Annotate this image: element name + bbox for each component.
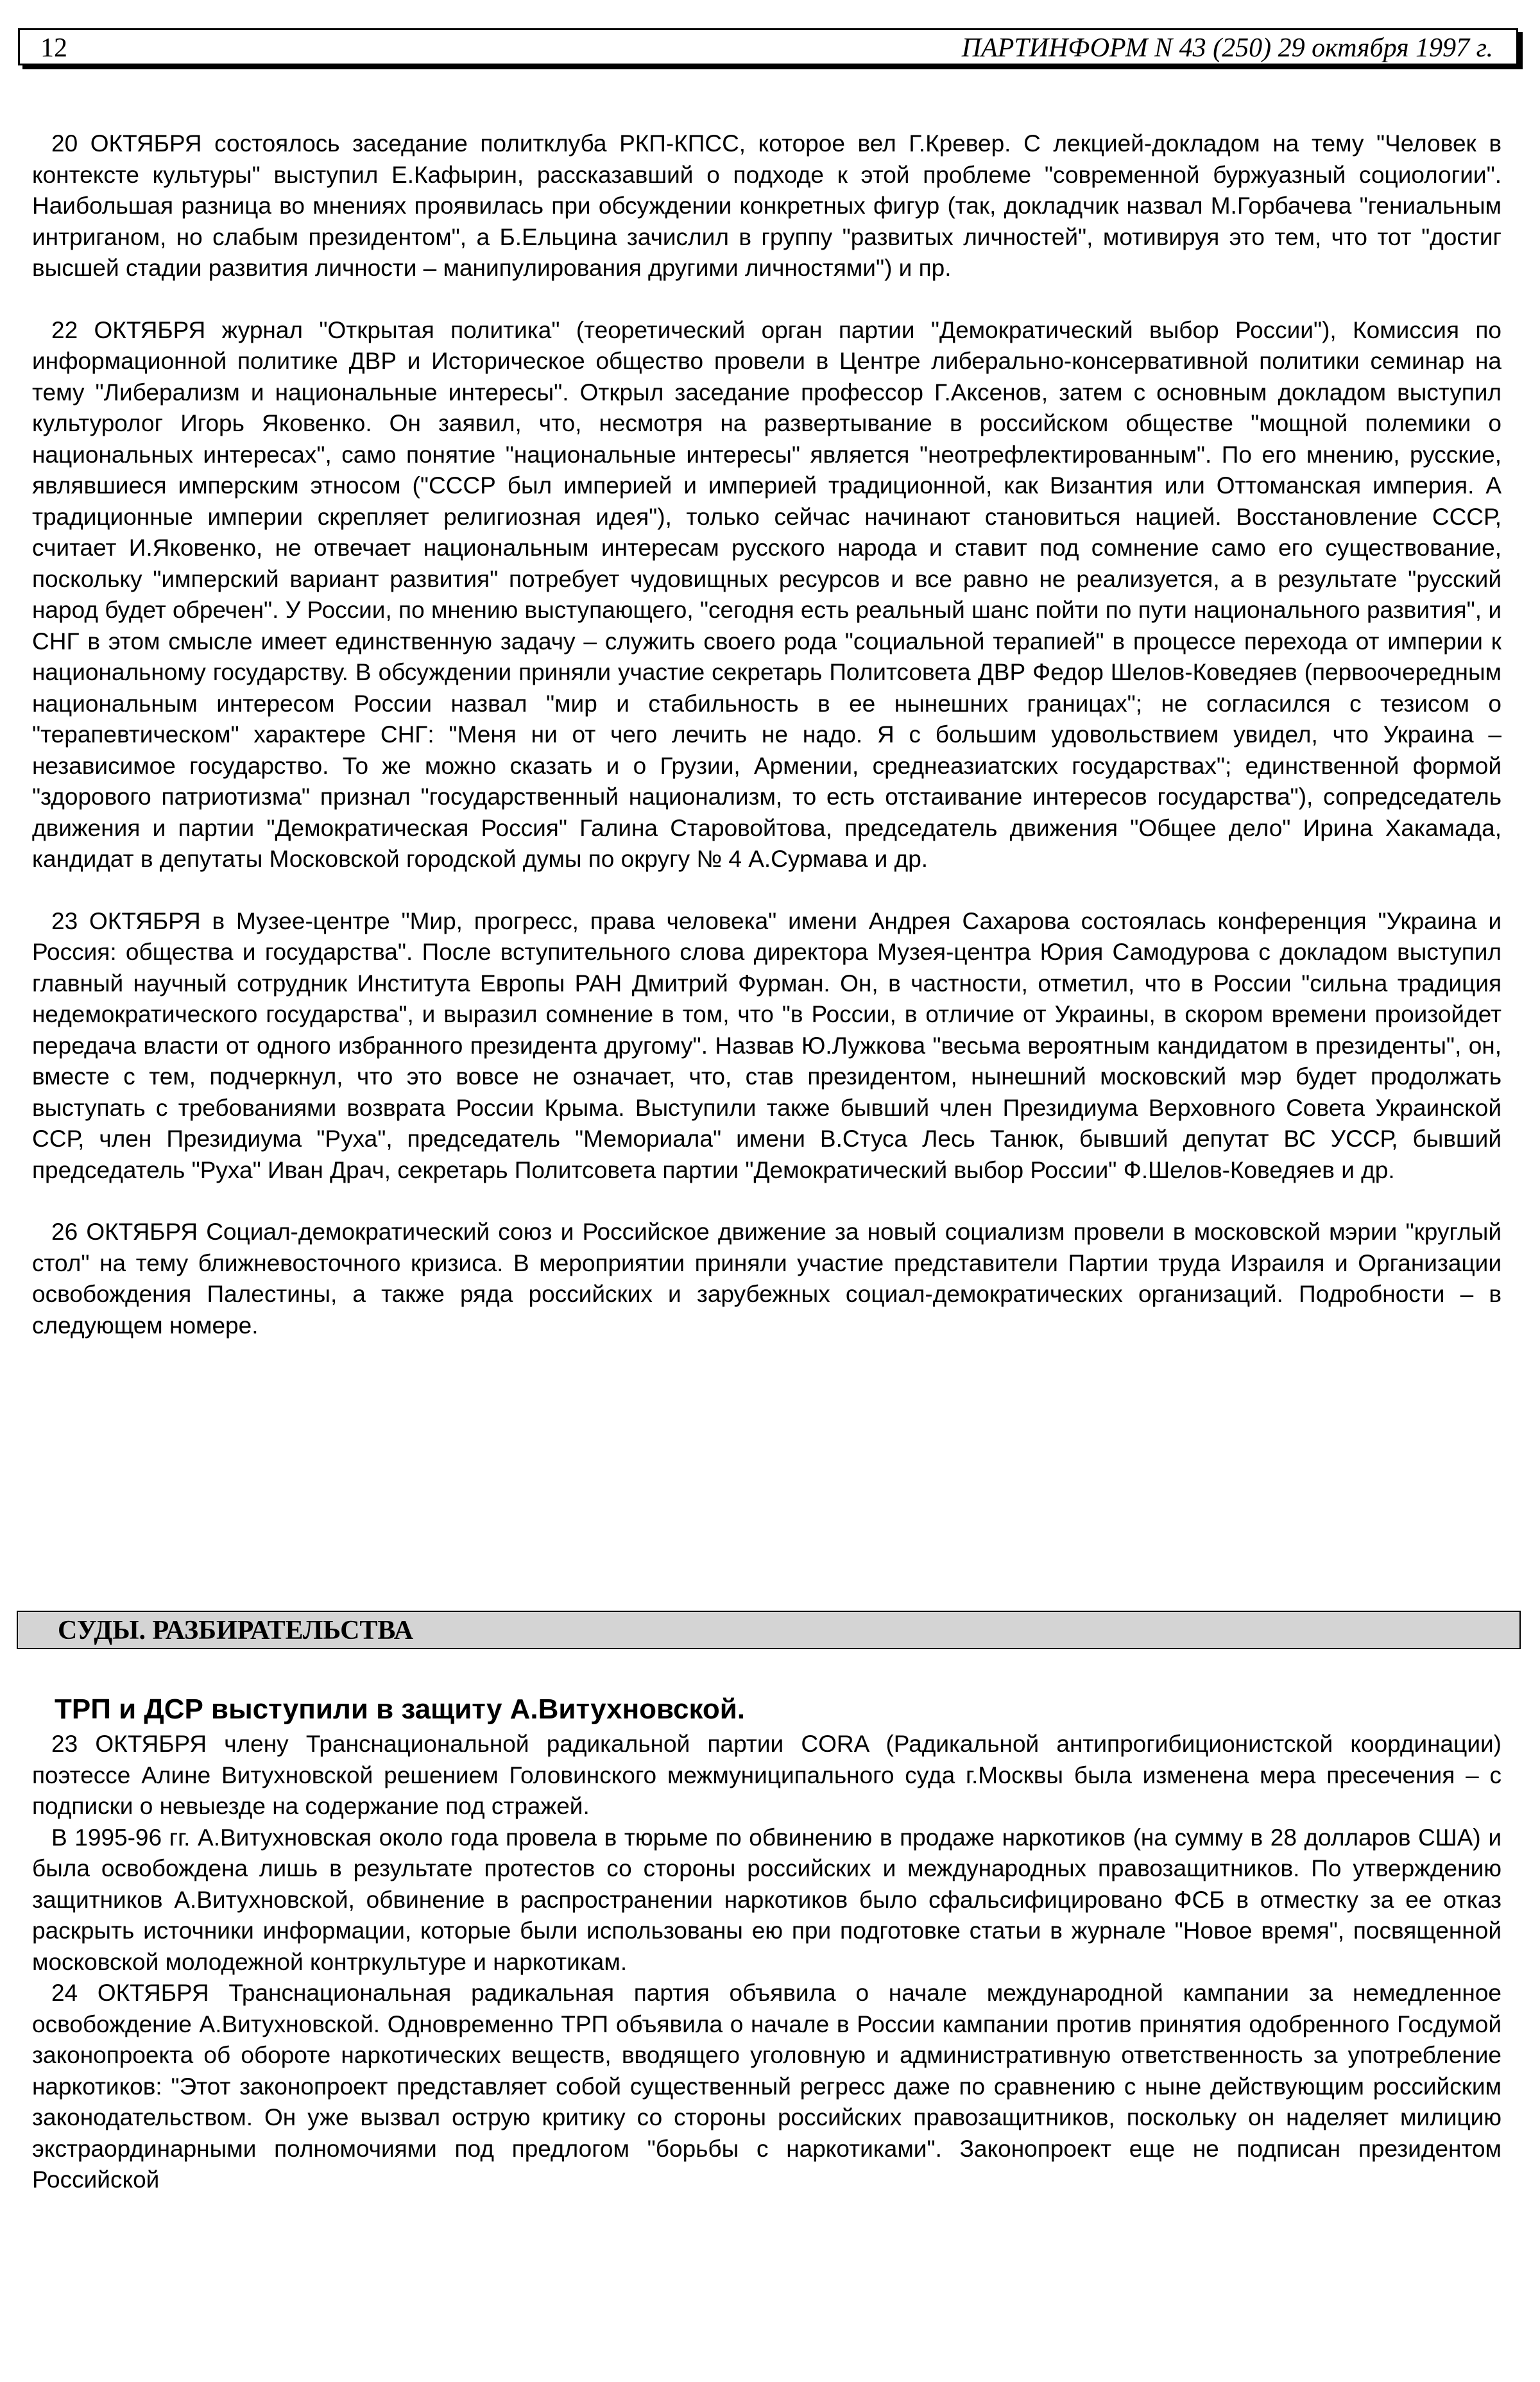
court-paragraph: 23 ОКТЯБРЯ члену Транснациональной радикальной партии CORA (Радикальной антипрогибиционистской координации) поэтессе Алине Витухновской решением Головинского межмуниципального суда г.Москвы была изменена мера пресечения – с подписки о невыезде на содержание под стражей. <box>32 1731 1502 1819</box>
court-paragraph: В 1995-96 гг. А.Витухновская около года провела в тюрьме по обвинению в продаже наркотиков (на сумму в 28 долларов США) и была освобождена лишь в результате протестов со стороны российских и международных правозащитников. По утверждению защитников А.Витухновской, обвинение в распространении наркотиков было сфальсифицировано ФСБ в отместку за ее отказ раскрыть источники информации, которые были использованы ею при подготовке статьи в журнале "Новое время", посвященной московской молодежной контркультуре и наркотикам. <box>32 1824 1502 1975</box>
issue-info: ПАРТИНФОРМ N 43 (250) 29 октября 1997 г. <box>961 33 1493 63</box>
main-article <box>32 128 1502 1341</box>
court-article <box>32 1729 1502 2196</box>
court-paragraph: 24 ОКТЯБРЯ Транснациональная радикальная партия объявила о начале международной кампании за немедленное освобождение А.Витухновской. Одновременно ТРП объявила о начале в России кампании против принятия одобренного Госдумой законопроекта об обороте наркотических веществ, вводящего уголовную и административную ответственность за употребление наркотиков: "Этот законопроект представляет собой существенный регресс даже по сравнению с ныне действующим российским законодательством. Он уже вызвал острую критику со стороны российских правозащитников, поскольку он наделяет милицию экстраординарными полномочиями под предлогом "борьбы с наркотиками". Законопроект еще не подписан президентом Российской <box>32 1980 1502 2193</box>
paragraph-oct23: 23 ОКТЯБРЯ в Музее-центре "Мир, прогресс, права человека" имени Андрея Сахарова состоялась конференция "Украина и Россия: общества и государства". После вступительного слова директора Музея-центра Юрия Самодурова с докладом выступил главный научный сотрудник Института Европы РАН Дмитрий Фурман. Он, в частности, отметил, что в России "сильна традиция недемократического государства", и выразил сомнение в том, что "в России, в отличие от Украины, в скором времени произойдет передача власти от одного избранного президента другому". Назвав Ю.Лужкова "весьма вероятным кандидатом в президенты", он, вместе с тем, подчеркнул, что это вовсе не означает, что, став президентом, нынешний московский мэр будет продолжать выступать с требованиями возврата России Крыма. Выступили также бывший член Президиума Верховного Совета Украинской ССР, член Президиума "Руха", председатель "Мемориала" имени В.Стуса Лесь Танюк, бывший депутат ВС УССР, бывший председатель "Руха" Иван Драч, секретарь Политсовета партии "Демократический выбор России" Ф.Шелов-Коведяев и др. <box>32 907 1502 1183</box>
page-number: 12 <box>40 33 67 63</box>
paragraph-oct20: 20 ОКТЯБРЯ состоялось заседание политклуба РКП-КПСС, которое вел Г.Кревер. С лекцией-докладом на тему "Человек в контексте культуры" выступил Е.Кафырин, рассказавший о подходе к этой проблеме "современной буржуазный социологии". Наибольшая разница во мнениях проявилась при обсуждении конкретных фигур (так, докладчик назвал М.Горбачева "гениальным интриганом, но слабым президентом", а Б.Ельцина зачислил в группу "развитых личностей", мотивируя это тем, что тот "достиг высшей стадии развития личности – манипулирования другими личностями") и пр. <box>32 130 1502 281</box>
page-header <box>18 28 1518 65</box>
section-title: СУДЫ. РАЗБИРАТЕЛЬСТВА <box>58 1616 414 1645</box>
paragraph-oct26: 26 ОКТЯБРЯ Социал-демократический союз и Российское движение за новый социализм провели в московской мэрии "круглый стол" на тему ближневосточного кризиса. В мероприятии приняли участие представители Партии труда Израиля и Организации освобождения Палестины, а также ряда российских и зарубежных социал-демократических организаций. Подробности – в следующем номере. <box>32 1219 1502 1339</box>
section-header <box>17 1611 1521 1649</box>
paragraph-oct22: 22 ОКТЯБРЯ журнал "Открытая политика" (теоретический орган партии "Демократический выбор России"), Комиссия по информационной политике ДВР и Историческое общество провели в Центре либерально-консервативной политики семинар на тему "Либерализм и национальные интересы". Открыл заседание профессор Г.Аксенов, затем с основным докладом выступил культуролог Игорь Яковенко. Он заявил, что, несмотря на развертывание в российском обществе "мощной полемики о национальных интересах", само понятие "национальные интересы" является "неотрефлектированным". По его мнению, русские, являвшиеся имперским этносом ("СССР был империей и империей традиционной, как Византия или Оттоманская империя. А традиционные империи скрепляет религиозная идея"), только сейчас начинают становиться нацией. Восстановление СССР, считает И.Яковенко, не отвечает национальным интересам русского народа и ставит под сомнение само его существование, поскольку "имперский вариант развития" потребует чудовищных ресурсов и все равно не реализуется, а в результате "русский народ будет обречен". У России, по мнению выступающего, "сегодня есть реальный шанс пойти по пути национального развития", и СНГ в этом смысле имеет единственную задачу – служить своего рода "социальной терапией" в процессе перехода от империи к национальному государству. В обсуждении приняли участие секретарь Политсовета ДВР Федор Шелов-Коведяев (первоочередным национальным интересом России назвал "мир и стабильность в ее нынешних границах"; не согласился с тезисом о "терапевтическом" характере СНГ: "Меня ни от чего лечить не надо. Я с большим удовольствием увидел, что Украина – независимое государство. То же можно сказать и о Грузии, Армении, среднеазиатских государствах"; единственной формой "здорового патриотизма" признал "государственный национализм, то есть отстаивание интересов государства"), сопредседатель движения и партии "Демократическая Россия" Галина Старовойтова, председатель движения "Общее дело" Ирина Хакамада, кандидат в депутаты Московской городской думы по округу № 4 А.Сурмава и др. <box>32 316 1502 872</box>
news-title: ТРП и ДСР выступили в защиту А.Витухновской. <box>55 1693 746 1725</box>
